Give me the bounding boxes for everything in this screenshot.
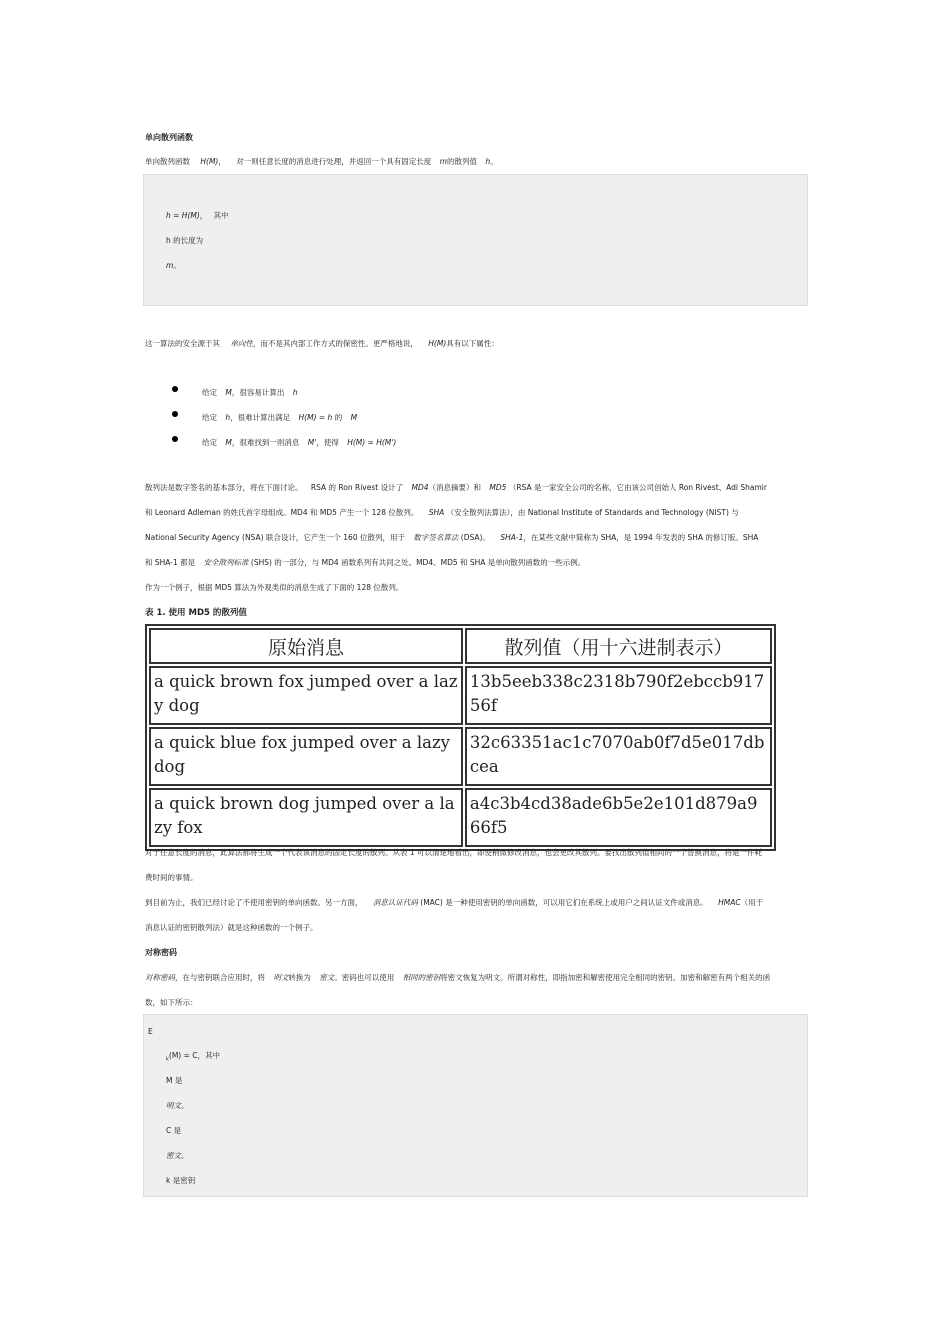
table-cell-hash: 32c63351ac1c7070ab0f7d5e017dbcea <box>465 727 772 786</box>
formula: M <box>350 413 358 422</box>
table-caption: 表 1. 使用 MD5 的散列值 <box>145 608 247 618</box>
text: 具有以下属性： <box>446 339 499 348</box>
term: MD5 <box>489 483 507 492</box>
term: 对称密码 <box>145 973 175 982</box>
table-cell-message: a quick blue fox jumped over a lazy dog <box>149 727 463 786</box>
text: 将密文恢复为明文。所谓对称性，即指加密和解密使用完全相同的密钥。加密和解密有两个相关的函 <box>440 973 771 982</box>
list-item <box>202 387 298 399</box>
section-heading-symmetric: 对称密码 <box>145 948 177 957</box>
text: ， <box>218 157 226 166</box>
term: 数字签名算法 <box>413 533 459 542</box>
term: SHA-1 <box>500 533 524 542</box>
formula: H(M) <box>428 339 447 348</box>
code-line: h 的长度为 <box>166 236 204 245</box>
text: ，使得 <box>316 438 339 447</box>
text: 到目前为止，我们已经讨论了不使用密钥的单向函数。另一方面， <box>145 898 363 907</box>
paragraph-line <box>145 557 585 569</box>
paragraph-line: 作为一个例子，根据 MD5 算法为外观类似的消息生成了下面的 128 位散列。 <box>145 583 404 592</box>
text: 对一则任意长度的消息进行处理，并返回一个具有固定长度 <box>236 157 432 166</box>
subscript: k <box>166 1056 169 1063</box>
text: ，很难找到一则消息 <box>231 438 300 447</box>
code-line <box>166 1150 189 1162</box>
paragraph-line: 费时间的事情。 <box>145 873 198 882</box>
text: （安全散列法算法），由 National Institute of Standards and Technology (NIST) 与 <box>446 508 739 517</box>
formula: h = H(M) <box>166 211 200 220</box>
formula: m <box>439 157 447 166</box>
term: HMAC <box>718 898 741 907</box>
code-line: k 是密钥 <box>166 1176 196 1185</box>
term: SHA <box>428 508 445 517</box>
term: 密文 <box>166 1151 181 1160</box>
paragraph-line <box>145 897 763 909</box>
text: 。密码也可以使用 <box>334 973 395 982</box>
text: (SHS) 的一部分，与 MD4 函数系列有共同之处。MD4、MD5 和 SHA 是单向散列函数的一些示例。 <box>250 558 586 567</box>
text: 给定 <box>202 413 217 422</box>
text: （用于 <box>740 898 764 907</box>
code-line <box>166 210 229 222</box>
formula: H(M) = h <box>298 413 333 422</box>
table-header-row <box>149 628 772 664</box>
text: ，而不是其内部工作方式的保密性。更严格地说， <box>252 339 418 348</box>
text: (MAC) 是一种使用密钥的单向函数，可以用它们在系统上或用户之间认证文件或消息。 <box>420 898 708 907</box>
formula: h <box>485 157 491 166</box>
code-line <box>166 260 181 272</box>
code-box-hash <box>143 174 808 306</box>
formula: M <box>225 438 232 447</box>
text: 和 SHA-1 都是 <box>145 558 196 567</box>
term: 密文 <box>319 973 335 982</box>
text: (DSA)。 <box>460 533 490 542</box>
text: ，很难计算出满足 <box>230 413 291 422</box>
security-paragraph <box>145 338 499 350</box>
list-item <box>202 412 357 424</box>
text: 。 <box>181 1151 189 1160</box>
text: 给定 <box>202 438 217 447</box>
code-line: C 是 <box>166 1126 182 1135</box>
code-line <box>166 1050 220 1066</box>
table-row <box>149 788 772 847</box>
column-header: 散列值（用十六进制表示） <box>465 628 772 664</box>
table-cell-message: a quick brown dog jumped over a lazy fox <box>149 788 463 847</box>
text: ， <box>199 211 208 220</box>
formula: h <box>292 388 298 397</box>
text: （RSA 是一家安全公司的名称，它由该公司创始人 Ron Rivest、Adi Shamir <box>508 483 767 492</box>
text: RSA 的 Ron Rivest 设计了 <box>310 483 404 492</box>
text: National Security Agency (NSA) 联合设计，它产生一个 160 位散列，用于 <box>145 533 405 542</box>
section-heading-hash: 单向散列函数 <box>145 133 193 142</box>
text: 。 <box>181 1101 189 1110</box>
text: 和 Leonard Adleman 的姓氏首字母组成。MD4 和 MD5 产生一个 128 位散列。 <box>145 508 419 517</box>
text: ，在某些文献中简称为 SHA，是 1994 年发表的 SHA 的修订版。SHA <box>523 533 759 542</box>
text: ，在与密钥联合应用时，将 <box>175 973 265 982</box>
paragraph-line: 数，如下所示： <box>145 998 198 1007</box>
bullet-icon <box>172 411 178 417</box>
emphasis: 单向性 <box>230 339 253 348</box>
formula: H(M) <box>200 157 219 166</box>
term: 消息认证代码 <box>372 898 418 907</box>
term: 相同的密钥 <box>402 973 441 982</box>
term: MD4 <box>411 483 429 492</box>
formula: M <box>225 388 232 397</box>
paragraph-line: 消息认证的密钥散列法）就是这种函数的一个例子。 <box>145 923 318 932</box>
formula: m <box>166 261 174 270</box>
paragraph-line <box>145 532 758 544</box>
text: 的散列值 <box>446 157 477 166</box>
text: 转换为 <box>288 973 311 982</box>
intro-paragraph <box>145 156 498 168</box>
text: 的 <box>334 413 343 422</box>
text: （消息摘要）和 <box>428 483 482 492</box>
term: 安全散列标准 <box>203 558 249 567</box>
table-cell-hash: a4c3b4cd38ade6b5e2e101d879a966f5 <box>465 788 772 847</box>
code-box-cipher <box>143 1014 808 1197</box>
text: 。 <box>490 157 498 166</box>
formula: h <box>225 413 231 422</box>
code-line <box>166 1100 189 1112</box>
table-cell-message: a quick brown fox jumped over a lazy dog <box>149 666 463 725</box>
table-cell-hash: 13b5eeb338c2318b790f2ebccb91756f <box>465 666 772 725</box>
paragraph-line <box>145 507 739 519</box>
text: ，很容易计算出 <box>231 388 285 397</box>
bullet-icon <box>172 386 178 392</box>
md5-hash-table <box>145 624 776 851</box>
table-row <box>149 727 772 786</box>
paragraph-line <box>145 972 770 984</box>
term: 明文 <box>166 1101 181 1110</box>
table-row <box>149 666 772 725</box>
list-item <box>202 437 396 449</box>
text: 。 <box>173 261 181 270</box>
column-header: 原始消息 <box>149 628 463 664</box>
formula: M' <box>307 438 317 447</box>
text: 这一算法的安全源于其 <box>145 339 220 348</box>
formula: H(M) = H(M') <box>347 438 397 447</box>
paragraph-line <box>145 482 767 494</box>
text: 单向散列函数 <box>145 157 190 166</box>
text: (M) = C，其中 <box>168 1051 221 1060</box>
code-line: M 是 <box>166 1076 183 1085</box>
paragraph-line: 对于任意长度的消息，此算法都将生成一个代表该消息的固定长度的散列。从表 1 可以清楚地看出，即使稍微修改消息，也会更改其散列。要找出散列值相同的一个替换消息，将是一件耗 <box>145 848 763 857</box>
text: 散列法是数字签名的基本部分，将在下面讨论。 <box>145 483 303 492</box>
code-line: E <box>148 1027 153 1036</box>
text: 其中 <box>213 211 229 220</box>
text: 给定 <box>202 388 217 397</box>
bullet-icon <box>172 436 178 442</box>
term: 明文 <box>273 973 289 982</box>
